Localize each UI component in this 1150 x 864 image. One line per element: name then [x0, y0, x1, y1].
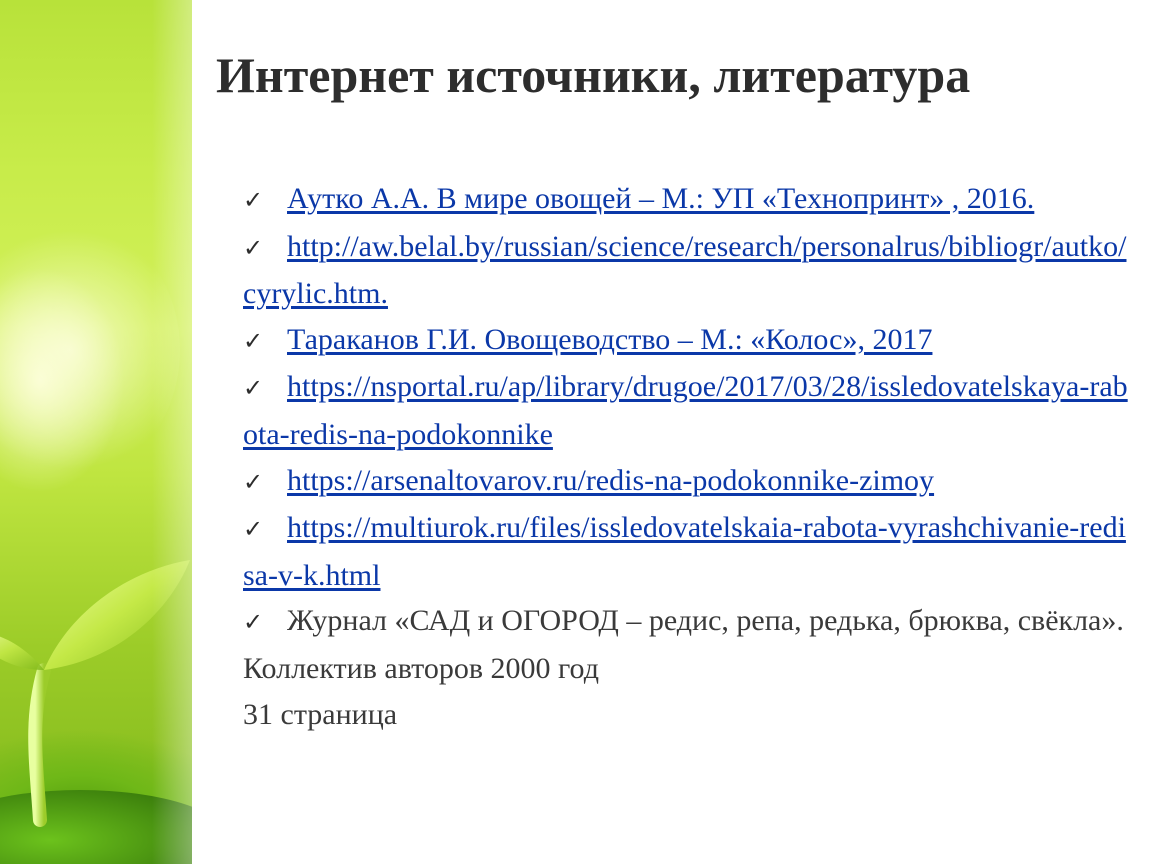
list-item [243, 364, 1133, 457]
checkmark-icon: ✓ [243, 467, 264, 496]
page-title: Интернет источники, литература [216, 47, 971, 103]
checkmark-icon: ✓ [243, 326, 264, 355]
decorative-green-panel [0, 0, 192, 864]
list-item [243, 176, 1133, 224]
list-item [243, 317, 1133, 365]
list-item [243, 505, 1133, 598]
checkmark-icon: ✓ [243, 515, 264, 544]
reference-link[interactable]: https://multiurok.ru/files/issledovatelskaia-rabota-vyrashchivanie-redisa-v-k.html [243, 511, 1126, 592]
page-count-line: 31 страница [243, 697, 398, 731]
reference-link[interactable]: https://arsenaltovarov.ru/redis-na-podokonnike-zimoy [287, 463, 935, 497]
reference-link[interactable]: Аутко А.А. В мире овощей – М.: УП «Технопринт» , 2016. [287, 182, 1035, 215]
checkmark-icon: ✓ [243, 608, 264, 637]
checkmark-icon: ✓ [243, 374, 264, 403]
checkmark-icon: ✓ [243, 186, 264, 214]
list-item [243, 598, 1133, 691]
reference-link[interactable]: https://nsportal.ru/ap/library/drugoe/2017/03/28/issledovatelskaya-rabota-redis-na-podokonnike [243, 370, 1128, 451]
reference-list [243, 176, 1133, 737]
reference-link[interactable]: Тараканов Г.И. Овощеводство – М.: «Колос», 2017 [287, 322, 933, 356]
reference-link[interactable]: http://aw.belal.by/russian/science/research/personalrus/bibliogr/autko/cyrylic.htm. [243, 229, 1127, 311]
list-item [243, 224, 1133, 317]
checkmark-icon: ✓ [243, 233, 264, 262]
reference-text: Журнал «САД и ОГОРОД – редис, репа, редька, брюква, свёкла». Коллектив авторов 2000 год [243, 604, 1124, 685]
list-item [243, 458, 1133, 506]
panel-fade [152, 0, 192, 864]
